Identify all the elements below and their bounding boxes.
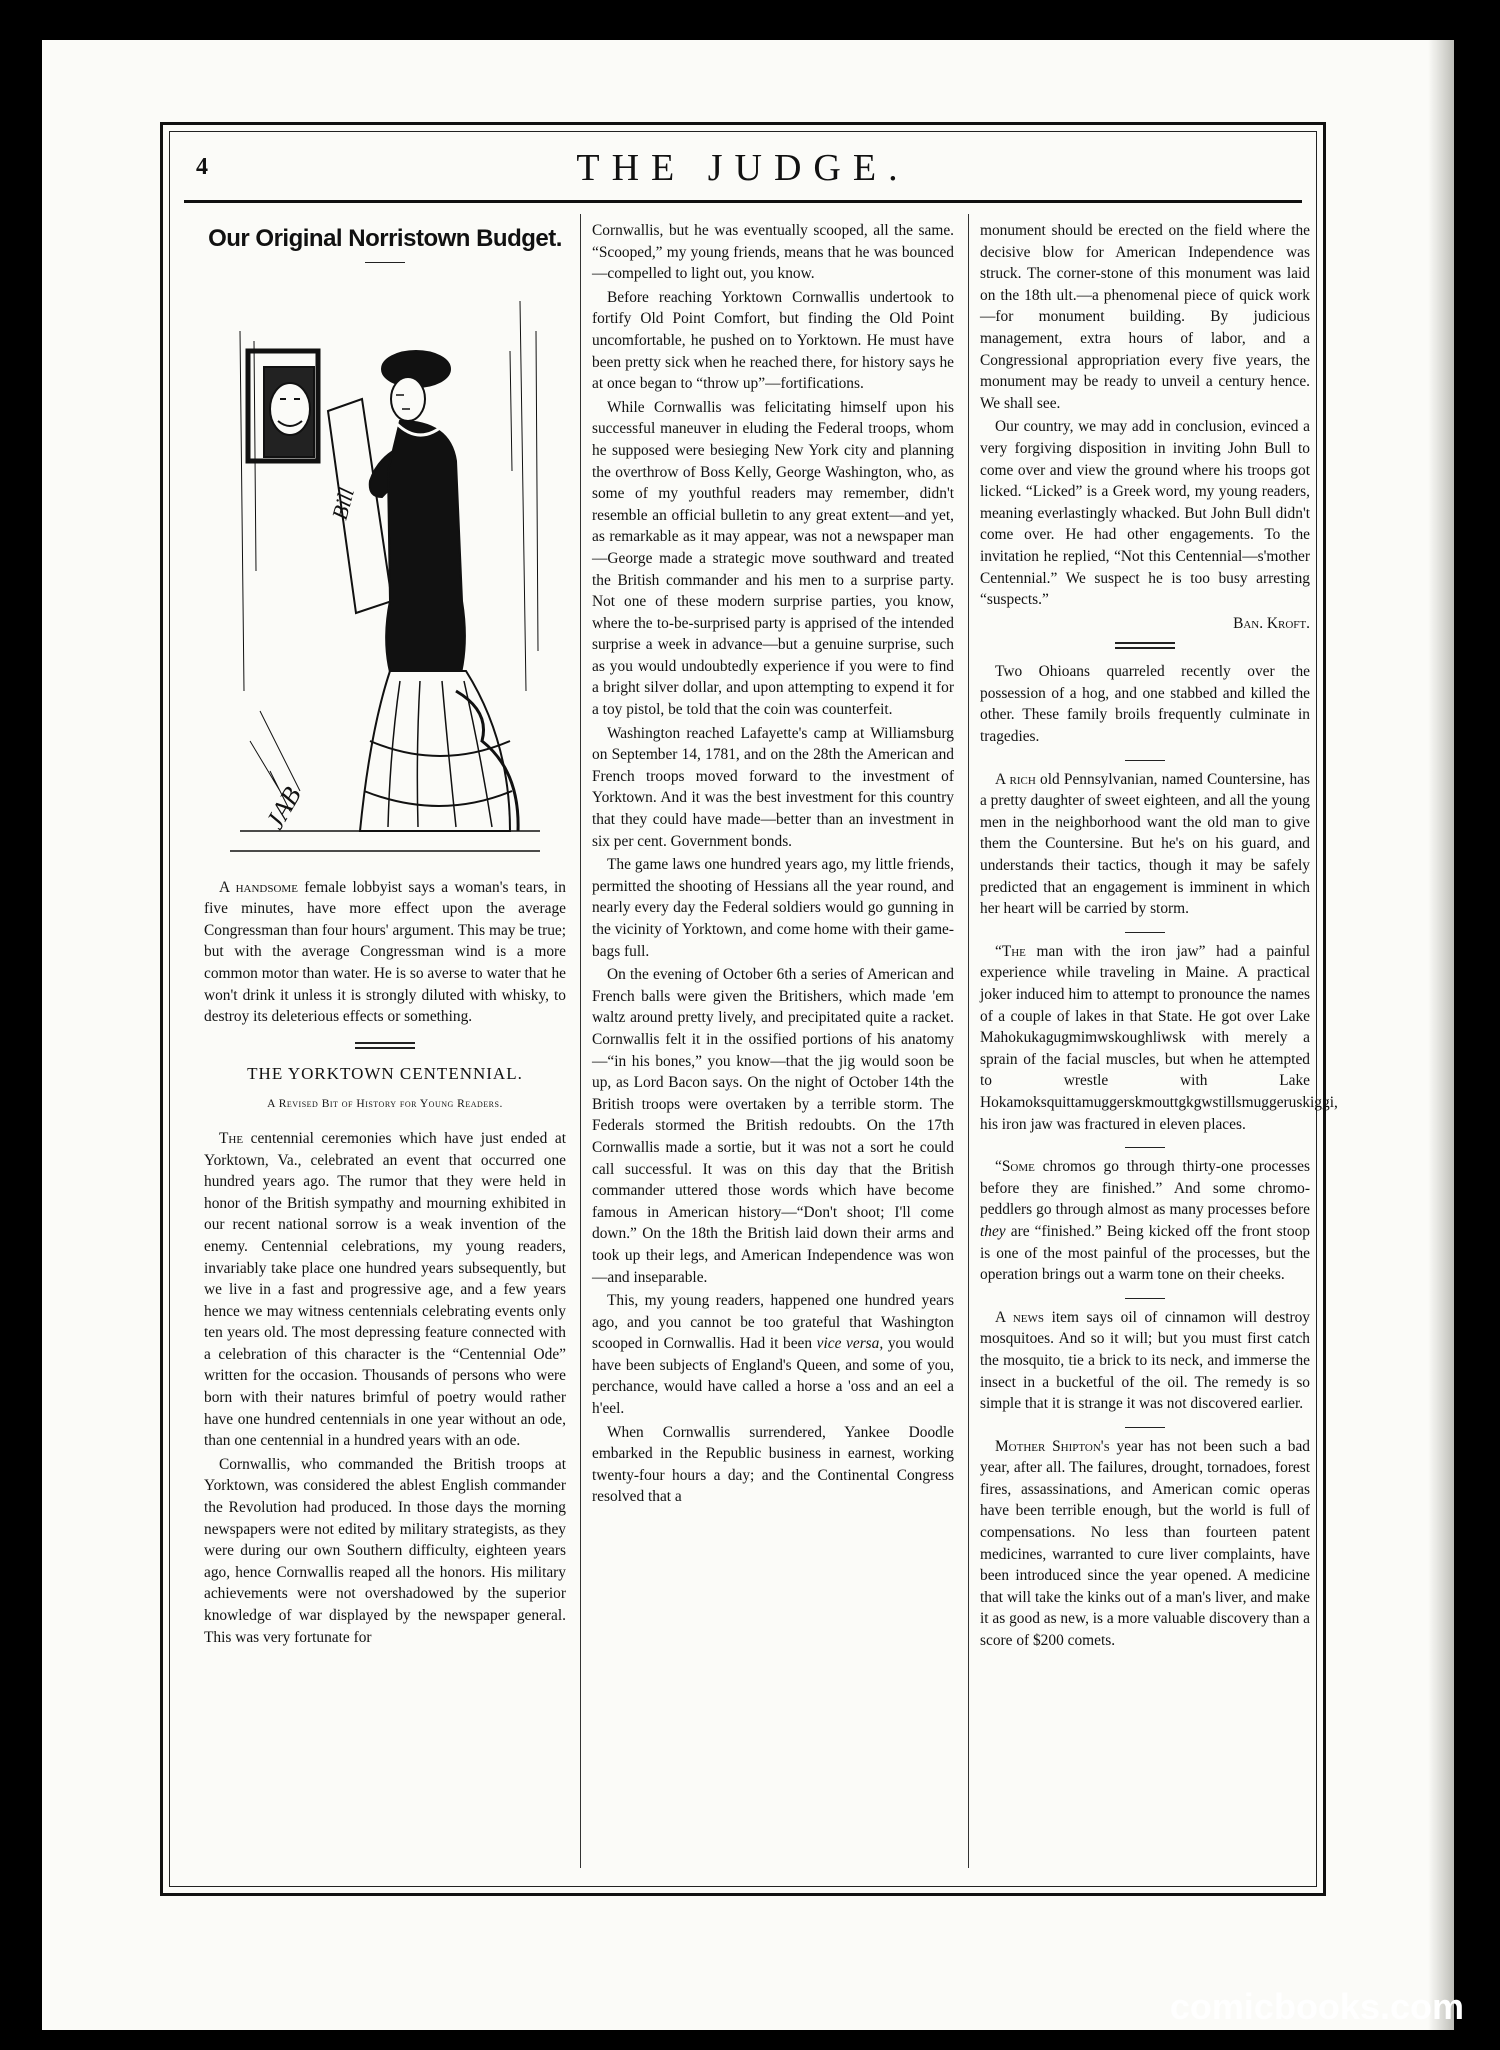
cinnamon-lead: A news: [995, 1308, 1045, 1326]
col2-paragraph-4: Washington reached Lafayette's camp at Williamsburg on September 14, 1781, and on the 28th the American and French troops moved forward to the investment of Yorktown. And it was the best investment for this country that they could have made—better than an investment in six per cent. Government bonds.: [592, 724, 954, 850]
section-divider: [355, 1042, 415, 1049]
byline: [980, 613, 1310, 635]
bill-label: Bill: [326, 484, 360, 522]
centennial-lead: The: [219, 1129, 244, 1147]
page-frame: [160, 122, 1338, 1896]
cinnamon-body: item says oil of cinnamon will destroy mosquitoes. And so it will; but you must first catch the mosquito, tie a brick to its neck, and immerse the insect in a bucketful of the oil. The remedy is so simple that it is strange it was not discovered earlier.: [980, 1308, 1310, 1413]
col2-p7-b: you would have been subjects of England's Queen, and some of you, perchance, would have called a horse a 'oss and an eel a h'eel.: [592, 1335, 954, 1418]
watermark-logo: comicbooks.com: [1169, 1986, 1464, 2027]
page-header: [170, 132, 1316, 196]
divider-2: [1125, 760, 1165, 761]
col2-paragraph-7: [592, 1290, 954, 1420]
countersine-lead: A rich: [995, 770, 1036, 788]
chromos-lead: “Some: [995, 1158, 1035, 1176]
divider-5: [1125, 1298, 1165, 1299]
col2-p7-a: This, my young readers, happened one hundred years ago, and you cannot be too grateful that Washington scooped in Cornwallis. Had it been: [592, 1292, 954, 1353]
iron-jaw-body: man with the iron jaw” had a painful experience while traveling in Maine. A practical joker induced him to attempt to pronounce the names of a couple of lakes in that State. He got over Lake Mahokukagugmimwskoughliwsk with merely a sprain of the facial muscles, but when he attempted to wrestle with Lake Hokamoksquittamuggerskmouttgkgwstillsmuggeruskiggi, his iron jaw was fractured in eleven places.: [980, 942, 1338, 1133]
page-number: 4: [196, 154, 208, 180]
headline-rule: [365, 262, 405, 263]
ohioans-paragraph: Two Ohioans quarreled recently over the possession of a hog, and one stabbed and killed the other. These family broils frequently culminate in tragedies.: [980, 663, 1310, 746]
chromos-b: are “finished.” Being kicked off the front stoop is one of the most painful of the processes, but the operation brings out a warm tone on their cheeks.: [980, 1222, 1310, 1284]
col2-paragraph-1: Cornwallis, but he was eventually scooped, all the same. “Scooped,” my young friends, means that he was bounced—compelled to light out, you know.: [592, 222, 954, 283]
countersine-paragraph: [980, 769, 1310, 920]
iron-jaw-lead: “The: [995, 942, 1026, 960]
artist-signature: JAB: [260, 781, 307, 834]
header-rule: [184, 200, 1302, 203]
column-2: [592, 220, 954, 1508]
col3-paragraph-2: Our country, we may add in conclusion, evinced a very forgiving disposition in inviting John Bull to come over and view the ground where his troops got licked. “Licked” is a Greek word, my young readers, meaning everlastingly whacked. But John Bull didn't come over. He had other engagements. To the invitation he replied, “Not this Centennial—s'mother Centennial.” We suspect he is too busy arresting “suspects.”: [980, 418, 1310, 609]
chromos-em: they: [980, 1222, 1006, 1240]
centennial-paragraph: [204, 1128, 566, 1452]
byline-name: Ban. Kroft.: [1233, 614, 1310, 632]
col2-paragraph-2: Before reaching Yorktown Cornwallis undertook to fortify Old Point Comfort, but finding the Old Point uncomfortable, he pushed on to Yorktown. He must have been pretty sick when he reached there, for history says he at once began to “throw up”—fortifications.: [592, 288, 954, 393]
cornwallis-paragraph: Cornwallis, who commanded the British troops at Yorktown, was considered the ablest English commander the Revolution had produced. In those days the morning newspapers were not edited by military strategists, as they were during our own Southern difficulty, eighteen years ago, hence Cornwallis reaped all the honors. His military achievements were not overshadowed by the superior knowledge of war displayed by the newspaper general. This was very fortunate for: [204, 1455, 566, 1646]
lobbyist-body: female lobbyist says a woman's tears, in five minutes, have more effect upon the average Congressman than four hours' argument. This may be true; but with the average Congressman wind is a more common motor than water. He is so averse to water that he won't drink it unless it is strongly diluted with whisky, to destroy its deleterious effects or something.: [204, 878, 566, 1026]
section-title: THE YORKTOWN CENTENNIAL.: [247, 1063, 523, 1083]
column-3: [980, 220, 1338, 1652]
col2-paragraph-6: On the evening of October 6th a series of American and French balls were given the Britishers, which made 'em waltz around pretty lively, and precipitated quite a racket. Cornwallis felt it in the ossified portions of his anatomy—“in his bones,” you know—that the jig would soon be up, as Lord Bacon says. On the night of October 14th the British troops were overtaken by a terrible storm. The Federals stormed the British redoubts. On the 17th Cornwallis made a sortie, but it was not a sort he could call successful. It was on this day that the British commander uttered those words which have become famous in American history—“Don't shoot; I'll come down.” On the 18th the British laid down their arms and took up their legs, and American Independence was won—and inseparable.: [592, 966, 954, 1286]
col2-paragraph-8: When Cornwallis surrendered, Yankee Doodle embarked in the Republic business in earnest, working twenty-four hours a day; and the Continental Congress resolved that a: [592, 1423, 954, 1506]
article-headline: Our Original Norristown Budget.: [208, 225, 562, 252]
countersine-body: old Pennsylvanian, named Countersine, has a pretty daughter of sweet eighteen, and all the young men in the neighborhood want the old man to give them the Countersine. But he's on his guard, and understands their tactics, though it may be safely predicted that an engagement is imminent in which her heart will be carried by storm.: [980, 770, 1310, 918]
column-1: [204, 220, 566, 1648]
divider-6: [1125, 1427, 1165, 1428]
page-edge-shadow: [1428, 40, 1454, 2030]
iron-jaw-paragraph: [980, 941, 1338, 1135]
cinnamon-paragraph: [980, 1307, 1310, 1415]
page-frame-inner: [169, 131, 1338, 1887]
column-rule-1: [580, 214, 581, 1868]
lobbyist-paragraph: [204, 877, 566, 1028]
col2-paragraph-3: While Cornwallis was felicitating himself upon his successful maneuver in eluding the Federal troops, whom he supposed were besieging New York city and planning the overthrow of Boss Kelly, George Washington, who, as some of my youthful readers may remember, didn't resemble an official bulletin to any great extent—and yet, as remarkable as it may appear, was not a newspaper man—George made a strategic move southward and treated the British commander and his men to a surprise party. Not one of these modern surprise parties, you know, where the to-be-surprised party is apprised of the intended surprise a week in advance—but a genuine surprise, such as you would undoubtedly experience if you were to find a bright silver dollar, and upon attempting to expend it for a toy pistol, be told that the coin was counterfeit.: [592, 398, 954, 719]
col3-paragraph-1: monument should be erected on the field where the decisive blow for American Independence was struck. The corner-stone of this monument was laid on the 18th ult.—a phenomenal piece of quick work—for monument building. By judicious management, extra hours of labor, and a Congressional appropriation every five years, the monument may be ready to unveil a century hence. We shall see.: [980, 222, 1310, 412]
divider-4: [1125, 1147, 1165, 1148]
divider-3: [1125, 932, 1165, 933]
shipton-body: year has not been such a bad year, after all. The failures, drought, tornadoes, forest fires, assassinations, and American comic operas have been terrible enough, but the world is full of compensations. No less than fourteen patent medicines, warranted to cure liver complaints, have been introduced since the year opened. A medicine that will take the kinks out of a man's liver, and make it as good as new, is a more valuable discovery than a score of $200 comets.: [980, 1437, 1311, 1650]
scanned-page: [42, 40, 1454, 2030]
column-rule-2: [968, 214, 969, 1868]
centennial-body: centennial ceremonies which have just ended at Yorktown, Va., celebrated an event that occurred one hundred years ago. The rumor that they were held in honor of the British sympathy and mourning exhibited in our recent national sorrow is a weak invention of the enemy. Centennial celebrations, my young readers, invariably take place one hundred years subsequently, but we live in a fast and progressive age, and a few years hence we may witness centennials celebrating events only ten years old. The most depressing feature connected with a celebration of this character is the “Centennial Ode” written for the occasion. Thousands of persons who were born with their natures brimful of poetry would rather have one hundred centennials in one year without an ode, than one centennial in a hundred years with an ode.: [204, 1129, 566, 1450]
lobbyist-illustration: [220, 271, 550, 871]
section-deck: A Revised Bit of History for Young Readers.: [267, 1098, 503, 1111]
col2-p7-em: vice versa,: [816, 1335, 884, 1353]
col2-paragraph-5: The game laws one hundred years ago, my little friends, permitted the shooting of Hessians all the year round, and nearly every day the Federal soldiers would go gunning in the vicinity of Yorktown, and come home with their game-bags full.: [592, 856, 954, 960]
masthead-title: THE JUDGE.: [576, 147, 910, 189]
chromos-paragraph: [980, 1156, 1310, 1286]
chromos-a: chromos go through thirty-one processes before they are finished.” And some chromo-peddlers go through almost as many processes before: [980, 1158, 1310, 1219]
divider-1: [1115, 642, 1175, 649]
lobbyist-lead: A handsome: [219, 878, 298, 896]
shipton-lead: Mother Shipton's: [995, 1437, 1110, 1455]
shipton-paragraph: [980, 1436, 1310, 1652]
